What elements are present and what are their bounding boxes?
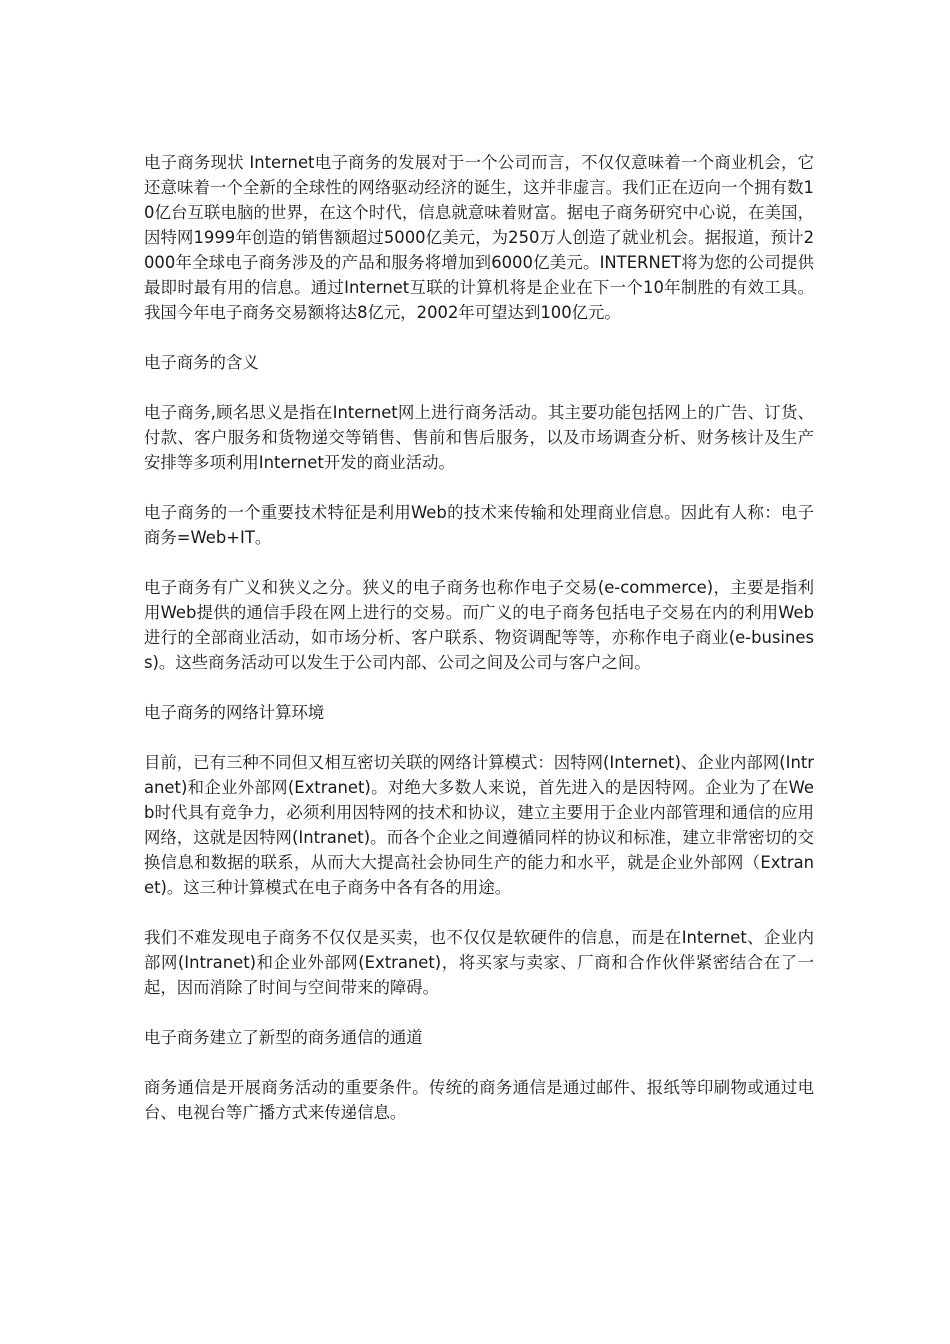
paragraph-broad-narrow: 电子商务有广义和狭义之分。狭义的电子商务也称作电子交易(e-commerce)，主要是指利用Web提供的通信手段在网上进行的交易。而广义的电子商务包括电子交易在内的利用Web进行的全部商业活动，如市场分析、客户联系、物资调配等等，亦称作电子商业(e-business)。这些商务活动可以发生于公司内部、公司之间及公司与客户之间。 <box>144 578 814 672</box>
paragraph-tech-feature: 电子商务的一个重要技术特征是利用Web的技术来传输和处理商业信息。因此有人称：电子商务=Web+IT。 <box>144 503 814 547</box>
section-heading-network: 电子商务的网络计算环境 <box>144 703 325 722</box>
paragraph-intro: 电子商务现状 Internet电子商务的发展对于一个公司而言，不仅仅意味着一个商业机会，它还意味着一个全新的全球性的网络驱动经济的诞生，这并非虚言。我们正在迈向一个拥有数10亿台互联电脑的世界，在这个时代，信息就意味着财富。据电子商务研究中心说，在美国，因特网1999年创造的销售额超过5000亿美元，为250万人创造了就业机会。据报道，预计2000年全球电子商务涉及的产品和服务将增加到6000亿美元。INTERNET将为您的公司提供最即时最有用的信息。通过Internet互联的计算机将是企业在下一个10年制胜的有效工具。我国今年电子商务交易额将达8亿元，2002年可望达到100亿元。 <box>144 153 814 322</box>
paragraph-network-modes: 目前，已有三种不同但又相互密切关联的网络计算模式：因特网(Internet)、企业内部网(Intranet)和企业外部网(Extranet)。对绝大多数人来说，首先进入的是因特网。企业为了在Web时代具有竞争力，必须利用因特网的技术和协议，建立主要用于企业内部管理和通信的应用网络，这就是因特网(Intranet)。而各个企业之间遵循同样的协议和标准，建立非常密切的交换信息和数据的联系，从而大大提高社会协同生产的能力和水平，就是企业外部网（Extranet)。这三种计算模式在电子商务中各有各的用途。 <box>144 753 814 897</box>
paragraph-communication: 商务通信是开展商务活动的重要条件。传统的商务通信是通过邮件、报纸等印刷物或通过电台、电视台等广播方式来传递信息。 <box>144 1078 814 1122</box>
section-heading-channel: 电子商务建立了新型的商务通信的通道 <box>144 1028 423 1047</box>
paragraph-definition: 电子商务,顾名思义是指在Internet网上进行商务活动。其主要功能包括网上的广告、订货、付款、客户服务和货物递交等销售、售前和售后服务，以及市场调查分析、财务核计及生产安排等多项利用Internet开发的商业活动。 <box>144 403 814 472</box>
paragraph-not-only-trade: 我们不难发现电子商务不仅仅是买卖，也不仅仅是软硬件的信息，而是在Internet、企业内部网(Intranet)和企业外部网(Extranet)，将买家与卖家、厂商和合作伙伴紧密结合在了一起，因而消除了时间与空间带来的障碍。 <box>144 928 814 997</box>
document-body <box>144 150 814 1150</box>
section-heading-definition: 电子商务的含义 <box>144 353 259 372</box>
